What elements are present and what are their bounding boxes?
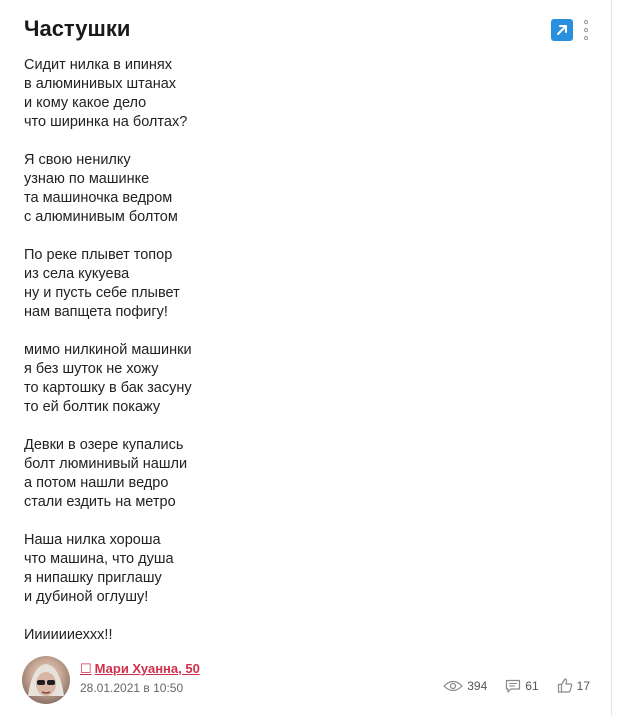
more-vertical-icon (584, 20, 588, 24)
poem-line: та машиночка ведром (24, 190, 173, 206)
poem-line: с алюминивым болтом (24, 209, 178, 225)
poem-line: я без шуток не хожу (24, 361, 159, 377)
poem-line: Девки в озере купались (24, 437, 184, 453)
likes-count: 17 (576, 678, 590, 693)
poem-line: мимо нилкиной машинки (24, 342, 192, 358)
poem-line: стали ездить на метро (24, 494, 176, 510)
poem-line: Наша нилка хороша (24, 532, 161, 548)
post-body (24, 56, 544, 645)
share-button[interactable] (551, 19, 573, 41)
author-marker: ☐ (80, 661, 92, 676)
stanza (24, 436, 544, 512)
poem-line: нам вапщета пофигу! (24, 304, 168, 320)
poem-line: узнаю по машинке (24, 171, 150, 187)
poem-line: что машина, что душа (24, 551, 174, 567)
poem-ending: Ииииииеххх!! (24, 627, 113, 643)
author-link[interactable] (80, 661, 200, 677)
avatar[interactable] (22, 656, 70, 704)
poem-line: болт люминивый нашли (24, 456, 188, 472)
stanza (24, 531, 544, 607)
more-options-button[interactable] (580, 18, 592, 42)
poem-line: и дубиной оглушу! (24, 589, 149, 605)
poem-line: ну и пусть себе плывет (24, 285, 180, 301)
eye-icon (443, 680, 463, 692)
poem-line: я нипашку приглашу (24, 570, 162, 586)
views-stat (443, 679, 487, 693)
poem-line: то ей болтик покажу (24, 399, 161, 415)
poem-line: а потом нашли ведро (24, 475, 169, 491)
comments-button[interactable] (505, 679, 538, 693)
poem-line: По реке плывет топор (24, 247, 173, 263)
share-arrow-icon (555, 23, 569, 37)
stanza (24, 56, 544, 132)
thumbs-up-icon (557, 678, 573, 693)
poem-line: что ширинка на болтах? (24, 114, 188, 130)
stanza (24, 151, 544, 227)
avatar-image (22, 656, 70, 704)
author-name: Мари Хуанна, 50 (94, 661, 200, 676)
poem-line: в алюминивых штанах (24, 76, 177, 92)
like-button[interactable] (557, 678, 590, 693)
post-stats (425, 678, 590, 693)
views-count: 394 (467, 678, 488, 693)
post-title: Частушки (24, 16, 131, 41)
comment-icon (505, 679, 521, 693)
post-footer (22, 656, 592, 706)
poem-line: из села кукуева (24, 266, 130, 282)
comments-count: 61 (525, 678, 539, 693)
poem-line: то картошку в бак засуну (24, 380, 192, 396)
post-date: 28.01.2021 в 10:50 (80, 681, 184, 695)
poem-line: Я свою ненилку (24, 152, 131, 168)
stanza (24, 341, 544, 417)
poem-line: и кому какое дело (24, 95, 147, 111)
poem-line: Сидит нилка в ипинях (24, 57, 173, 73)
stanza (24, 246, 544, 322)
